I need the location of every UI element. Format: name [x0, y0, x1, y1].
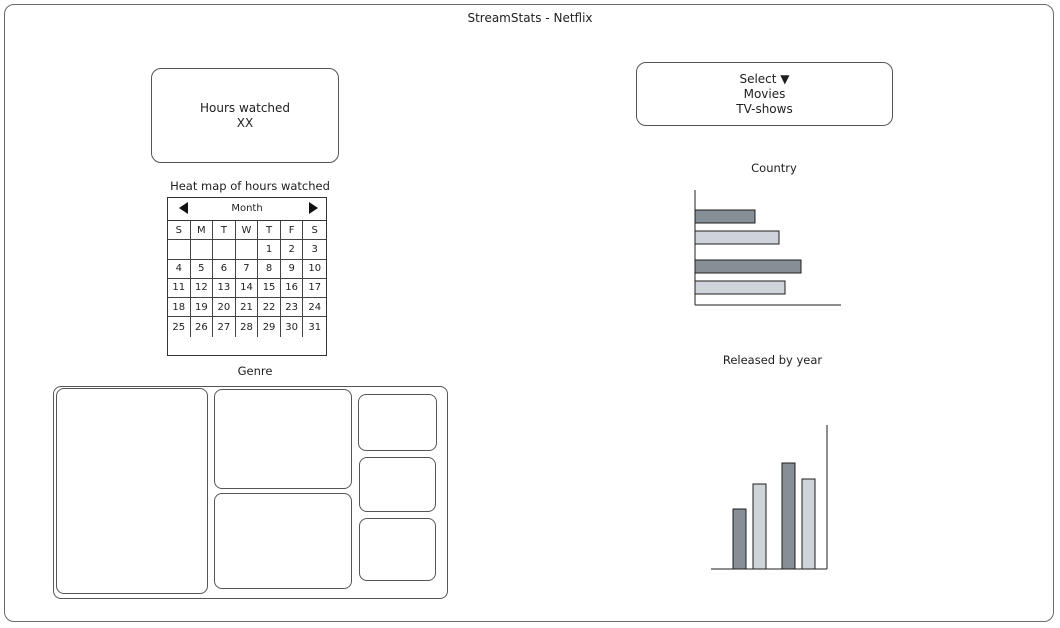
calendar-day[interactable]: 26 — [191, 317, 214, 336]
calendar-day[interactable]: 29 — [258, 317, 281, 336]
calendar-day[interactable]: 12 — [191, 279, 214, 298]
select-option-tv-shows[interactable]: TV-shows — [736, 101, 793, 116]
calendar-day[interactable]: 18 — [168, 298, 191, 317]
year-bar — [753, 484, 766, 569]
calendar-day[interactable]: 5 — [191, 260, 214, 279]
calendar-day[interactable]: 31 — [308, 321, 322, 333]
calendar-day[interactable]: 10 — [303, 260, 326, 279]
calendar-day[interactable]: 9 — [281, 260, 304, 279]
calendar-day[interactable]: 1 — [258, 240, 281, 259]
weekday-label: W — [236, 221, 259, 240]
weekday-label: S — [168, 221, 191, 240]
select-label[interactable]: Select ▼ — [739, 71, 790, 86]
calendar-day[interactable]: 14 — [236, 279, 259, 298]
calendar-day[interactable]: 6 — [213, 260, 236, 279]
country-bar — [695, 210, 755, 223]
genre-title: Genre — [237, 364, 273, 378]
calendar-day[interactable]: 4 — [168, 260, 191, 279]
calendar-day[interactable]: 28 — [236, 317, 259, 336]
calendar-day[interactable]: 23 — [281, 298, 304, 317]
calendar-day[interactable]: 13 — [213, 279, 236, 298]
country-bar — [695, 281, 785, 294]
calendar-day[interactable]: 7 — [236, 260, 259, 279]
weekday-label: M — [191, 221, 214, 240]
country-chart-title: Country — [751, 161, 797, 175]
calendar-day[interactable]: 30 — [281, 317, 304, 336]
hours-watched-label: Hours watched — [199, 100, 291, 115]
weekday-label: F — [281, 221, 304, 240]
calendar-day[interactable]: 19 — [191, 298, 214, 317]
year-bar — [733, 509, 746, 569]
weekday-label: T — [213, 221, 236, 240]
calendar-month: Month — [231, 203, 263, 214]
calendar-day[interactable]: 2 — [281, 240, 304, 259]
calendar-day[interactable]: 15 — [258, 279, 281, 298]
calendar-day[interactable]: 17 — [303, 279, 326, 298]
calendar-day[interactable]: 16 — [281, 279, 304, 298]
weekday-label: S — [303, 221, 326, 240]
calendar-day[interactable]: 22 — [258, 298, 281, 317]
calendar-day[interactable]: 25 — [168, 317, 191, 336]
page-title: StreamStats - Netflix — [467, 11, 593, 25]
year-bar — [782, 463, 795, 569]
country-bar — [695, 260, 801, 273]
hours-watched-value: XX — [236, 115, 254, 130]
year-bar — [802, 479, 815, 569]
calendar-day[interactable]: 8 — [258, 260, 281, 279]
calendar-day[interactable]: 11 — [168, 279, 191, 298]
calendar-day[interactable]: 27 — [213, 317, 236, 336]
calendar-day[interactable]: 21 — [236, 298, 259, 317]
heatmap-title: Heat map of hours watched — [170, 179, 330, 193]
year-chart-title: Released by year — [722, 353, 823, 367]
calendar-day[interactable]: 24 — [303, 298, 326, 317]
calendar-day[interactable]: 20 — [213, 298, 236, 317]
calendar-day[interactable]: 3 — [303, 240, 326, 259]
country-bar — [695, 231, 779, 244]
select-option-movies[interactable]: Movies — [743, 86, 786, 101]
weekday-label: T — [258, 221, 281, 240]
